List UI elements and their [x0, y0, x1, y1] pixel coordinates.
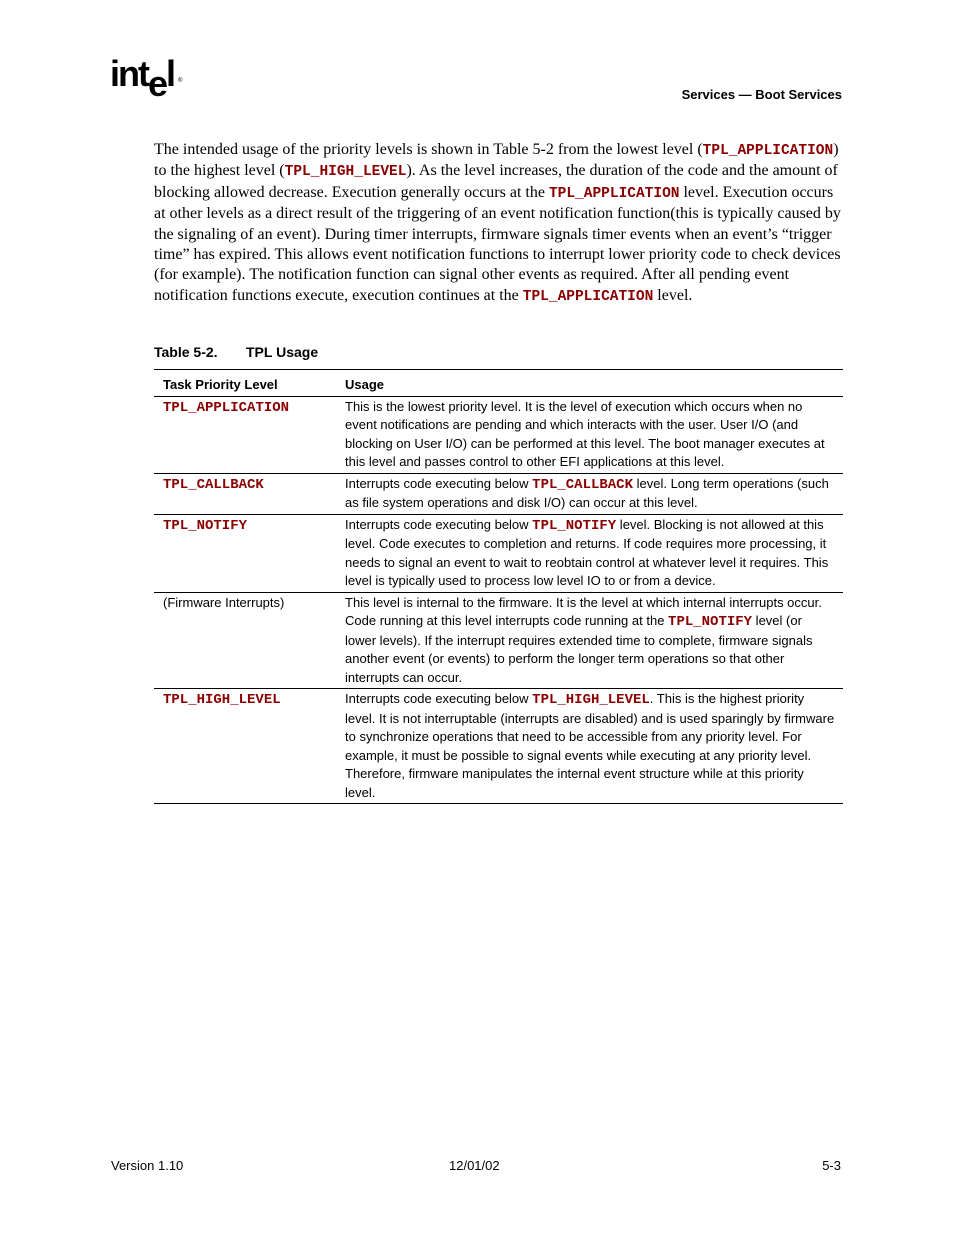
level-cell: (Firmware Interrupts)	[154, 592, 336, 689]
code-tpl-application: TPL_APPLICATION	[548, 185, 680, 202]
level-cell: TPL_APPLICATION	[154, 396, 336, 473]
footer-version: Version 1.10	[111, 1158, 184, 1173]
intel-logo: intel ®	[110, 53, 183, 104]
table-row	[154, 473, 843, 514]
table-header-row	[154, 370, 843, 397]
usage-cell: Interrupts code executing below TPL_CALLBACK level. Long term operations (such as file system operations and disk I/O) can occur at this level.	[336, 473, 843, 514]
code-tpl-application: TPL_APPLICATION	[522, 288, 654, 305]
table-row	[154, 396, 843, 473]
usage-cell: This is the lowest priority level. It is the level of execution which occurs when no event notifications are pending and which interacts with the user. User I/O (and blocking on User I/O) can be performed at this level. The boot manager executes at this level and passes control to other EFI applications at this level.	[336, 396, 843, 473]
footer-date: 12/01/02	[449, 1158, 500, 1173]
code-tpl-application: TPL_APPLICATION	[702, 143, 834, 159]
usage-cell: This level is internal to the firmware. It is the level at which internal interrupts occur. Code running at this level interrupts code running at the TPL_NOTIFY level (or lower levels). If the interrupt requires extended time to complete, firmware signals another event (or events) to perform the longer term operations so that other interrupts can occur.	[336, 592, 843, 689]
table-row	[154, 514, 843, 592]
column-header-level: Task Priority Level	[154, 370, 336, 397]
level-cell: TPL_HIGH_LEVEL	[154, 689, 336, 804]
running-head: Services — Boot Services	[681, 87, 842, 102]
tpl-usage-table	[154, 369, 843, 804]
footer-page-number: 5-3	[822, 1158, 841, 1173]
column-header-usage: Usage	[336, 370, 843, 397]
table-row	[154, 689, 843, 804]
level-cell: TPL_CALLBACK	[154, 473, 336, 514]
usage-cell: Interrupts code executing below TPL_HIGH_LEVEL. This is the highest priority level. It is not interruptable (interrupts are disabled) and is used sparingly by firmware to synchronize operations that need to be accessible from any priority level. For example, it must be possible to signal events while executing at any priority level. Therefore, firmware manipulates the internal event structure while at this priority level.	[336, 689, 843, 804]
intro-paragraph: The intended usage of the priority levels is shown in Table 5-2 from the lowest level (TPL_APPLICATION) to the highest level (TPL_HIGH_LEVEL). As the level increases, the duration of the code and the amount of blocking allowed decrease. Execution generally occurs at the TPL_APPLICATION level. Execution occurs at other levels as a direct result of the triggering of an event notification function(this is typically caused by the signaling of an event). During timer interrupts, firmware signals timer events when an event’s “trigger time” has expired. This allows event notification functions to interrupt lower priority code to check devices (for example). The notification function can signal other events as required. After all pending event notification functions execute, execution continues at the TPL_APPLICATION level.	[154, 141, 841, 305]
code-tpl-high-level: TPL_HIGH_LEVEL	[284, 164, 407, 181]
table-row	[154, 592, 843, 689]
usage-cell: Interrupts code executing below TPL_NOTIFY level. Blocking is not allowed at this level. Code executes to completion and returns. If code requires more processing, it needs to signal an event to wait to reobtain control at whatever level it requires. This level is typically used to process low level IO to or from a device.	[336, 514, 843, 592]
table-caption: Table 5-2. TPL Usage	[154, 344, 319, 360]
level-cell: TPL_NOTIFY	[154, 514, 336, 592]
